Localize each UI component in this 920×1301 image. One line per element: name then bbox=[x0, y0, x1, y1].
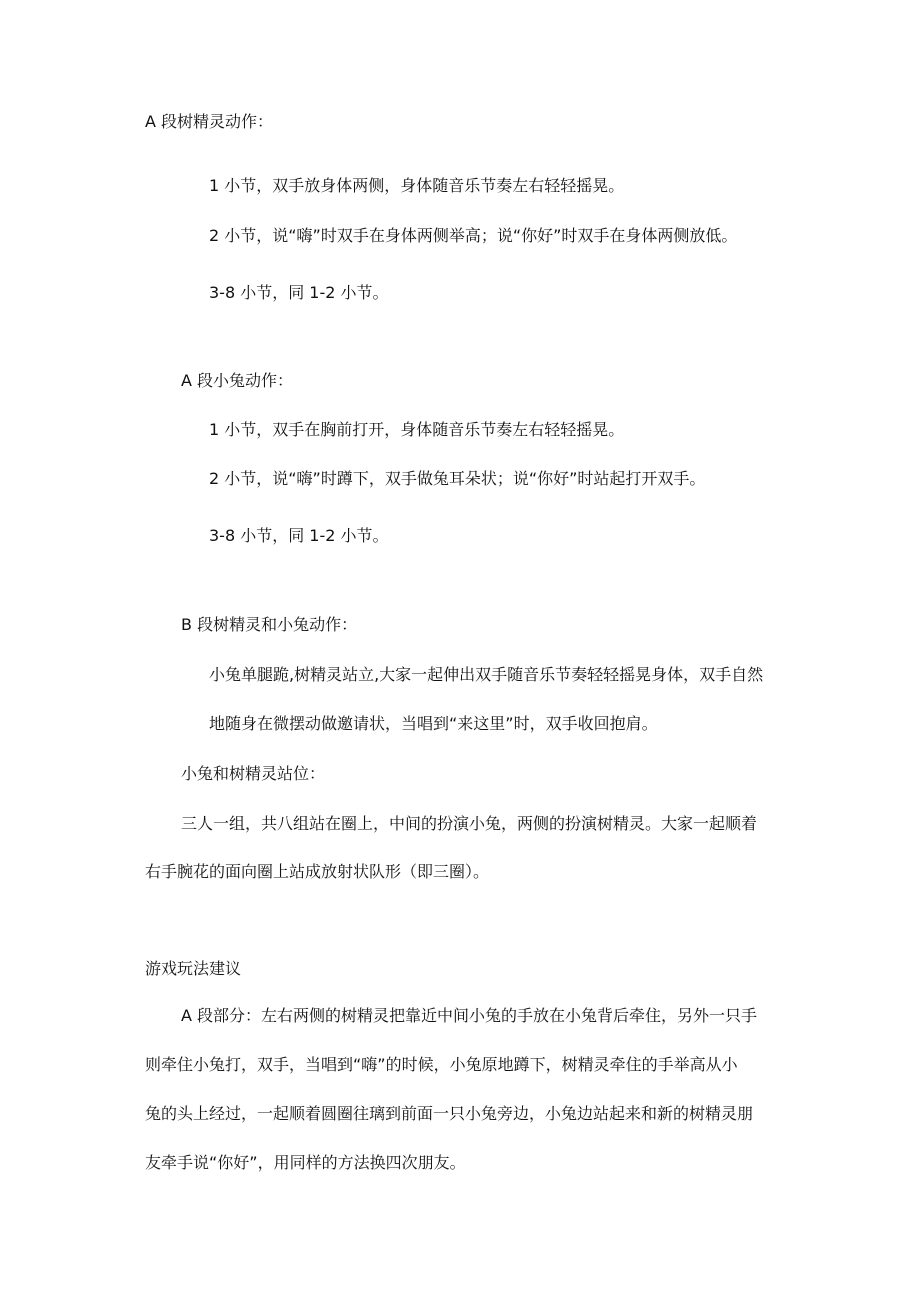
game-line-1: A 段部分：左右两侧的树精灵把靠近中间小兔的手放在小兔背后牵住，另外一只手 bbox=[181, 1006, 758, 1025]
positions-heading: 小兔和树精灵站位： bbox=[181, 764, 326, 783]
section-a-tree-line-3: 3-8 小节，同 1-2 小节。 bbox=[209, 283, 389, 302]
section-b-line-1: 小兔单腿跪,树精灵站立,大家一起伸出双手随音乐节奏轻轻摇晃身体，双手自然 bbox=[209, 665, 764, 684]
section-a-tree-line-2: 2 小节，说“嗨”时双手在身体两侧举高；说“你好”时双手在身体两侧放低。 bbox=[209, 226, 738, 245]
positions-line-2: 右手腕花的面向圈上站成放射状队形（即三圈）。 bbox=[145, 862, 490, 881]
positions-line-1: 三人一组，共八组站在圈上，中间的扮演小兔，两侧的扮演树精灵。大家一起顺着 bbox=[181, 814, 758, 833]
game-heading: 游戏玩法建议 bbox=[145, 959, 242, 978]
section-b-line-2: 地随身在微摆动做邀请状，当唱到“来这里”时，双手收回抱肩。 bbox=[209, 714, 658, 733]
section-a-rabbit-line-2: 2 小节，说“嗨”时蹲下，双手做兔耳朵状；说“你好”时站起打开双手。 bbox=[209, 469, 706, 488]
game-line-2: 则牵住小兔打，双手，当唱到“嗨”的时候，小兔原地蹲下，树精灵牵住的手举高从小 bbox=[145, 1055, 738, 1074]
section-b-heading: B 段树精灵和小兔动作： bbox=[181, 615, 358, 634]
section-a-rabbit-line-1: 1 小节，双手在胸前打开，身体随音乐节奏左右轻轻摇晃。 bbox=[209, 420, 625, 439]
game-line-4: 友牵手说“你好”，用同样的方法换四次朋友。 bbox=[145, 1153, 466, 1172]
section-a-rabbit-line-3: 3-8 小节，同 1-2 小节。 bbox=[209, 526, 389, 545]
section-a-tree-line-1: 1 小节，双手放身体两侧，身体随音乐节奏左右轻轻摇晃。 bbox=[209, 176, 625, 195]
game-line-3: 兔的头上经过，一起顺着圆圈往璃到前面一只小兔旁边，小兔边站起来和新的树精灵朋 bbox=[145, 1104, 754, 1123]
section-a-rabbit-heading: A 段小兔动作： bbox=[181, 371, 294, 390]
section-a-tree-heading: A 段树精灵动作： bbox=[145, 112, 274, 131]
